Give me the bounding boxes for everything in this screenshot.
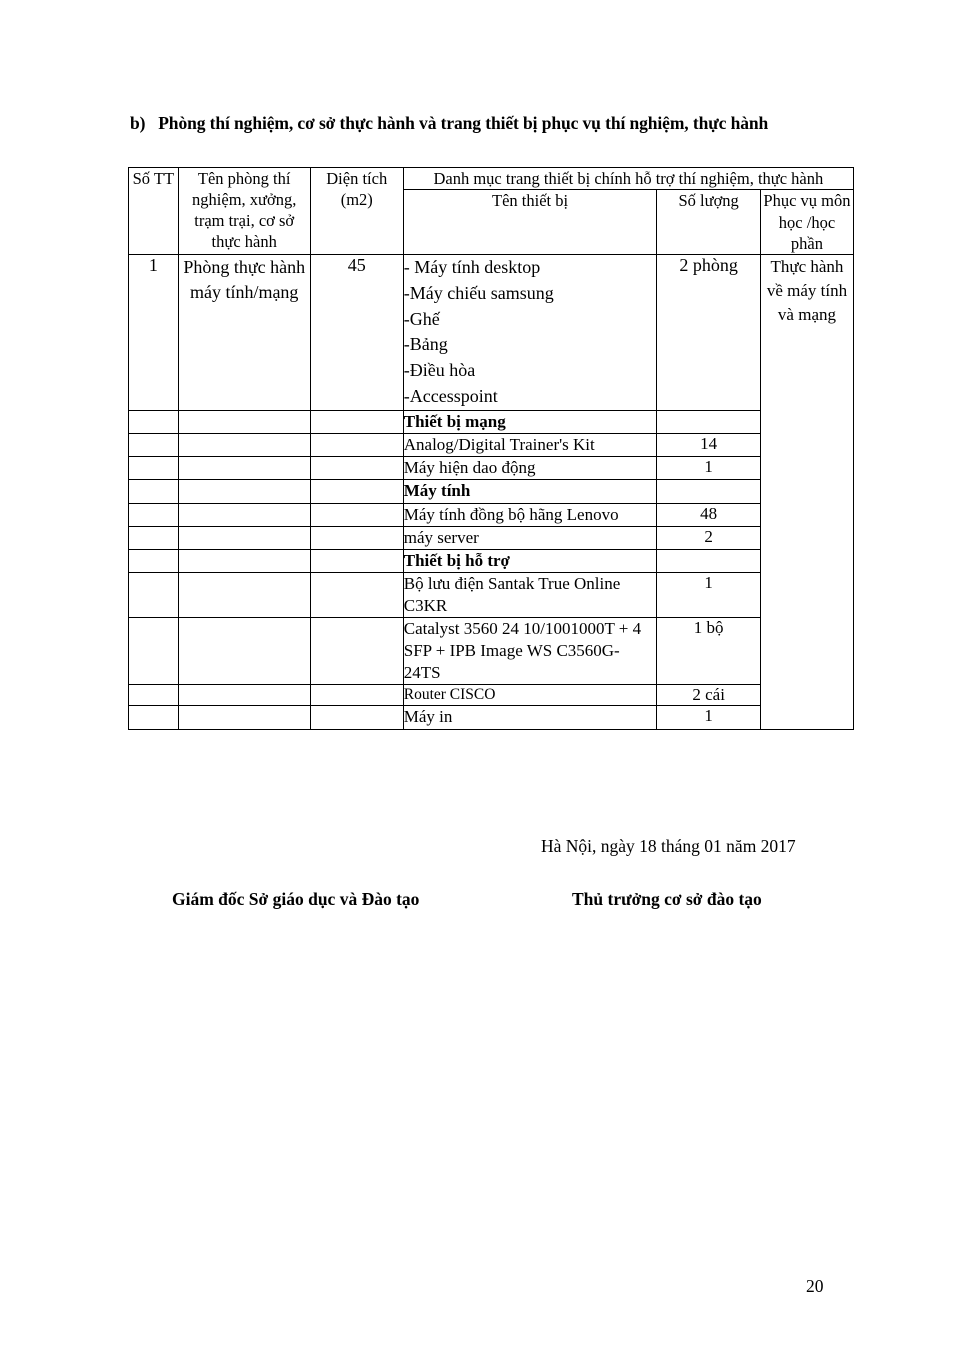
row-stt <box>129 526 179 549</box>
row-name <box>178 480 310 503</box>
row-qty: 48 <box>657 503 761 526</box>
header-device: Tên thiết bị <box>403 190 657 254</box>
row-name <box>178 618 310 685</box>
row-device: Analog/Digital Trainer's Kit <box>403 434 657 457</box>
row-stt <box>129 457 179 480</box>
row-qty <box>657 411 761 434</box>
row-area <box>310 457 403 480</box>
device-line: -Bảng <box>403 334 448 355</box>
row-device: Thiết bị mạng <box>403 411 657 434</box>
row-name <box>178 457 310 480</box>
row-stt <box>129 706 179 729</box>
device-line: -Máy chiếu samsung <box>403 282 554 303</box>
row-stt <box>129 618 179 685</box>
table-row <box>129 480 854 503</box>
row-area <box>310 526 403 549</box>
row-area: 45 <box>310 254 403 410</box>
header-qty: Số lượng <box>657 190 761 254</box>
table-row <box>129 526 854 549</box>
row-device: Máy tính <box>403 480 657 503</box>
header-serve: Phục vụ môn học /học phần <box>760 190 853 254</box>
facilities-table <box>128 167 854 730</box>
table-row <box>129 411 854 434</box>
row-qty: 14 <box>657 434 761 457</box>
row-area <box>310 685 403 706</box>
row-device: Máy in <box>403 706 657 729</box>
row-serve: Thực hành về máy tính và mạng <box>760 254 853 729</box>
row-name <box>178 685 310 706</box>
row-qty: 2 <box>657 526 761 549</box>
heading-marker: b) <box>130 113 146 133</box>
table-row <box>129 549 854 572</box>
signature-date: Hà Nội, ngày 18 tháng 01 năm 2017 <box>541 836 796 856</box>
header-group: Danh mục trang thiết bị chính hỗ trợ thí nghiệm, thực hành <box>403 168 853 190</box>
device-line: -Ghế <box>403 308 440 329</box>
device-line: -Điều hòa <box>403 360 476 381</box>
row-stt <box>129 572 179 617</box>
row-stt: 1 <box>129 254 179 410</box>
table-row <box>129 572 854 617</box>
row-device-list <box>403 254 657 410</box>
row-stt <box>129 434 179 457</box>
row-stt <box>129 411 179 434</box>
row-area <box>310 411 403 434</box>
row-name <box>178 434 310 457</box>
row-device: Bộ lưu điện Santak True Online C3KR <box>403 572 657 617</box>
header-stt: Số TT <box>129 168 179 255</box>
row-name: Phòng thực hành máy tính/mạng <box>178 254 310 410</box>
table-header-row-1 <box>129 168 854 190</box>
row-qty: 1 <box>657 572 761 617</box>
signature-right-title: Thủ trưởng cơ sở đào tạo <box>572 889 762 909</box>
device-line: - Máy tính desktop <box>403 256 541 277</box>
row-device: Máy hiện dao động <box>403 457 657 480</box>
row-name <box>178 549 310 572</box>
heading-text: Phòng thí nghiệm, cơ sở thực hành và trang thiết bị phục vụ thí nghiệm, thực hành <box>158 113 769 133</box>
row-qty: 1 <box>657 706 761 729</box>
row-area <box>310 618 403 685</box>
row-name <box>178 706 310 729</box>
table-row <box>129 706 854 729</box>
section-heading <box>130 112 830 135</box>
row-name <box>178 572 310 617</box>
signature-left-title: Giám đốc Sở giáo dục và Đào tạo <box>172 889 420 909</box>
device-line: -Accesspoint <box>403 386 498 407</box>
row-area <box>310 503 403 526</box>
row-name <box>178 503 310 526</box>
row-area <box>310 434 403 457</box>
row-device: Catalyst 3560 24 10/1001000T + 4 SFP + IPB Image WS C3560G-24TS <box>403 618 657 685</box>
row-name <box>178 526 310 549</box>
row-stt <box>129 503 179 526</box>
row-device: máy server <box>403 526 657 549</box>
row-name <box>178 411 310 434</box>
row-area <box>310 549 403 572</box>
row-area <box>310 706 403 729</box>
table-row <box>129 457 854 480</box>
table-row <box>129 434 854 457</box>
row-stt <box>129 549 179 572</box>
row-qty: 2 cái <box>657 685 761 706</box>
row-device: Máy tính đồng bộ hãng Lenovo <box>403 503 657 526</box>
row-qty <box>657 480 761 503</box>
row-area <box>310 480 403 503</box>
row-qty: 2 phòng <box>657 254 761 410</box>
row-qty <box>657 549 761 572</box>
header-area: Diện tích (m2) <box>310 168 403 255</box>
row-qty: 1 bộ <box>657 618 761 685</box>
table-row <box>129 618 854 685</box>
header-name: Tên phòng thí nghiệm, xưởng, trạm trại, cơ sở thực hành <box>178 168 310 255</box>
table-row <box>129 254 854 410</box>
row-qty: 1 <box>657 457 761 480</box>
row-device: Thiết bị hỗ trợ <box>403 549 657 572</box>
row-device: Router CISCO <box>403 685 657 706</box>
row-area <box>310 572 403 617</box>
row-stt <box>129 480 179 503</box>
row-stt <box>129 685 179 706</box>
table-row <box>129 685 854 706</box>
page-number: 20 <box>806 1276 824 1296</box>
table-row <box>129 503 854 526</box>
